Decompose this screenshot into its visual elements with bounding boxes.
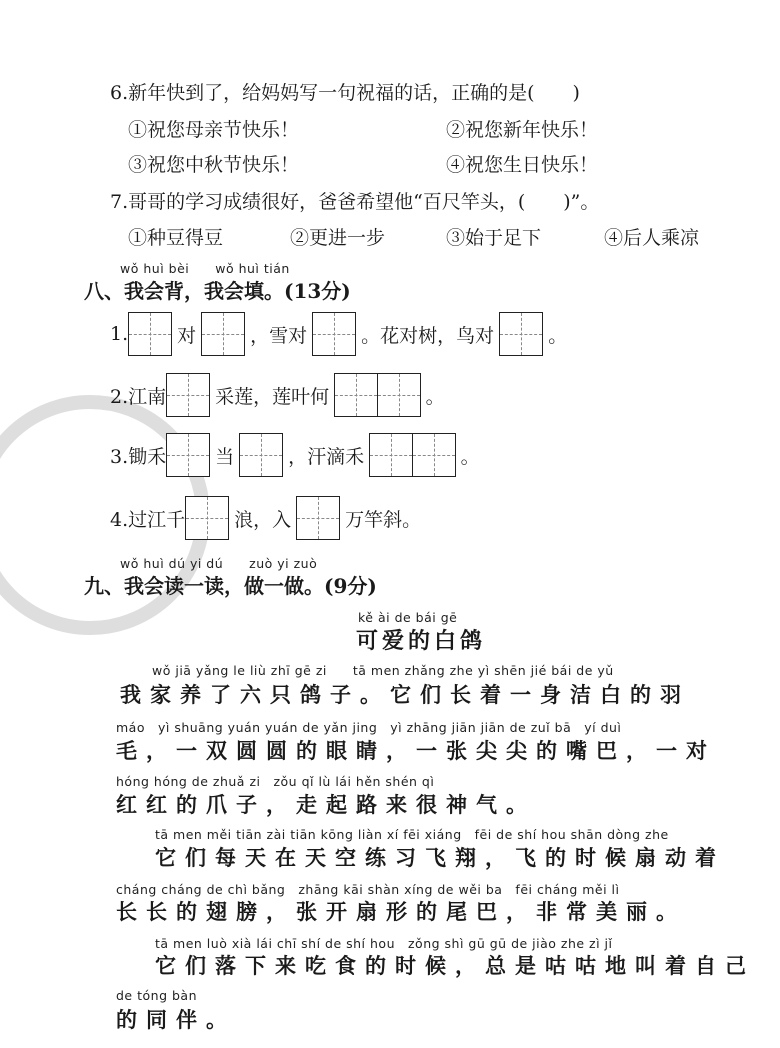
item-text: 当: [215, 445, 235, 468]
tianzige-box[interactable]: [334, 373, 378, 417]
q6-option-1[interactable]: ①祝您母亲节快乐！: [128, 119, 300, 141]
q6-option-4[interactable]: ④祝您生日快乐！: [446, 154, 599, 176]
q7-option-2[interactable]: ②更进一步: [290, 227, 386, 249]
sec9-pinyin: wǒ huì dú yi dú zuò yi zuò: [120, 556, 318, 571]
q6-option-2[interactable]: ②祝您新年快乐！: [446, 119, 599, 141]
tianzige-box[interactable]: [499, 312, 543, 356]
sec8-item-1: [110, 312, 572, 356]
item-text: 。: [548, 324, 568, 347]
story-line-pinyin: wǒ jiā yǎng le liù zhī gē zi tā men zhǎng zhe yì shēn jié bái de yǔ: [152, 663, 614, 678]
tianzige-box[interactable]: [377, 373, 421, 417]
q6-option-3[interactable]: ③祝您中秋节快乐！: [128, 154, 300, 176]
item-text: 。: [425, 385, 445, 408]
tianzige-box[interactable]: [166, 373, 210, 417]
tianzige-box[interactable]: [369, 433, 413, 477]
story-title-pinyin: kě ài de bái gē: [358, 610, 458, 625]
tianzige-box[interactable]: [239, 433, 283, 477]
item-text: 对: [177, 324, 197, 347]
story-line: 红红的爪子，走起路来很神气。: [116, 792, 536, 817]
item-text: 。花对树，鸟对: [361, 324, 495, 347]
item-text: 采莲，莲叶何: [215, 385, 330, 408]
q7-option-3[interactable]: ③始于足下: [446, 227, 542, 249]
story-line: 我家养了六只鸽子。它们长着一身洁白的羽: [120, 682, 690, 707]
sec8-title: 八、我会背，我会填。(13分): [84, 279, 351, 303]
tianzige-box[interactable]: [128, 312, 172, 356]
tianzige-box[interactable]: [412, 433, 456, 477]
item-text: ，雪对: [250, 324, 308, 347]
item-number: 2.江南: [110, 385, 167, 408]
story-line: 长长的翅膀，张开扇形的尾巴，非常美丽。: [116, 899, 686, 924]
tianzige-box[interactable]: [312, 312, 356, 356]
tianzige-box[interactable]: [166, 433, 210, 477]
story-title: 可爱的白鸽: [356, 628, 487, 654]
item-text: ，汗滴禾: [288, 445, 365, 468]
story-line: 毛，一双圆圆的眼睛，一张尖尖的嘴巴，一对: [116, 738, 716, 763]
item-text: 万竿斜。: [345, 508, 422, 531]
item-number: 3.锄禾: [110, 445, 167, 468]
story-line-pinyin: tā men luò xià lái chī shí de shí hou zǒng shì gū gū de jiào zhe zì jǐ: [155, 936, 613, 951]
sec8-item-4: [110, 496, 426, 540]
story-line: 的同伴。: [116, 1007, 236, 1032]
story-line: 它们每天在天空练习飞翔，飞的时候扇动着: [155, 845, 725, 870]
item-text: 浪，入: [234, 508, 292, 531]
story-line-pinyin: cháng cháng de chì bǎng zhāng kāi shàn xíng de wěi ba fēi cháng měi lì: [116, 882, 620, 897]
item-number: 4.过江千: [110, 508, 186, 531]
item-number: 1.: [110, 323, 129, 345]
q7-stem: 7.哥哥的学习成绩很好，爸爸希望他“百尺竿头，( )”。: [110, 191, 600, 213]
story-line-pinyin: tā men měi tiān zài tiān kōng liàn xí fēi xiáng fēi de shí hou shān dòng zhe: [155, 827, 669, 842]
story-line-pinyin: máo yì shuāng yuán yuán de yǎn jing yì zhāng jiān jiān de zuǐ bā yí duì: [116, 720, 622, 735]
q6-stem: 6.新年快到了，给妈妈写一句祝福的话，正确的是( ): [110, 82, 580, 104]
tianzige-box[interactable]: [185, 496, 229, 540]
sec8-item-3: [110, 433, 485, 477]
item-text: 。: [460, 445, 480, 468]
tianzige-box[interactable]: [296, 496, 340, 540]
tianzige-box[interactable]: [201, 312, 245, 356]
q7-option-4[interactable]: ④后人乘凉: [604, 227, 700, 249]
sec8-pinyin: wǒ huì bèi wǒ huì tián: [120, 261, 290, 276]
sec8-item-2: [110, 373, 450, 417]
sec9-title: 九、我会读一读，做一做。(9分): [84, 574, 377, 598]
q7-option-1[interactable]: ①种豆得豆: [128, 227, 224, 249]
story-line: 它们落下来吃食的时候，总是咕咕地叫着自己: [155, 953, 755, 978]
story-line-pinyin: de tóng bàn: [116, 988, 197, 1003]
story-line-pinyin: hóng hóng de zhuǎ zi zǒu qǐ lù lái hěn shén qì: [116, 774, 435, 789]
